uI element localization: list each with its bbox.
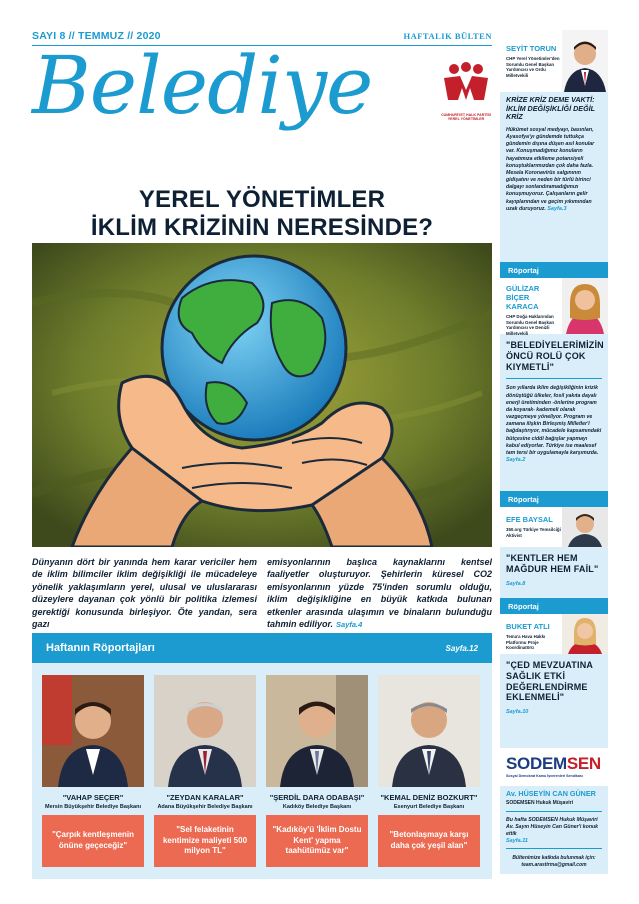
intro-col-2 bbox=[267, 556, 492, 630]
interview-quote: "Sel felaketinin kentimize maliyeti 500 milyon TL" bbox=[154, 815, 256, 867]
interview-card[interactable] bbox=[154, 675, 256, 867]
divider bbox=[506, 378, 602, 379]
interview-quote: "Çarpık kentleşmenin önüne geçeceğiz" bbox=[42, 815, 144, 867]
torun-body-text: Hükümet sosyal medyayı, basınları, Ayasofya'yı gündemde tuttukça gündemin dışına düşen asıl konular var. Konuşmadığımız konuların hayatımıza etkileme potansiyeli konuştuklarımızdan çok daha fazla. Mesela Koronavirüs salgınının gidişatını ve neden bir türlü birinci dalgayı sonlandıramadığımızı konuşmuyoruz. Çalışanların gelir kayıplarından ve geçim yıkımından uzak duruyoruz. bbox=[506, 126, 595, 212]
karaca-body-text: Son yıllarda iklim değişikliğinin krizik dönüştüğü ülkeler, fosil yakıta dayalı enerji üretiminden -önlerine program da koyarak- kademeli olarak vazgeçmeye yöneliyor. Program ve zamana ilişkin Birleşmiş Milletler'i bağdaştırıyor, mücadele kapsamındaki bütçesine ciddi bağışlar yapmayı kabul ediyorlar. Türkiye ise maalesef tam tersi bir uygulamayla karşımızda. bbox=[506, 385, 602, 456]
contact-text[interactable]: Bültenimize katkıda bulunmak için: team.arastirma@gmail.com bbox=[512, 855, 596, 868]
interview-quote: "Betonlaşmaya karşı daha çok yeşil alan" bbox=[378, 815, 480, 867]
hero-image bbox=[32, 243, 492, 547]
torun-body bbox=[506, 127, 602, 213]
globe-in-hands-icon bbox=[32, 243, 492, 547]
avatar bbox=[562, 614, 608, 654]
sodemsen-subtitle: Sosyal Demokrat Kamu İşverenleri Sendikası bbox=[506, 774, 583, 778]
headline-line-2: İKLİM KRİZİNİN NERESİNDE? bbox=[90, 214, 434, 242]
avatar bbox=[378, 675, 480, 787]
headline bbox=[32, 186, 492, 243]
karaca-header bbox=[500, 278, 608, 334]
atli-name: BUKET ATLI bbox=[506, 622, 550, 631]
karaca-block bbox=[500, 262, 608, 465]
avatar bbox=[562, 278, 608, 334]
atli-role: Tema'a Hava Hakkı Platformu Proje Koordinatörü bbox=[506, 634, 546, 650]
interview-role: Kadıköy Belediye Başkanı bbox=[282, 804, 352, 810]
headline-line-1: YEREL YÖNETİMLER bbox=[138, 186, 386, 213]
interview-name: "ŞERDİL DARA ODABAŞI" bbox=[269, 793, 365, 802]
guner-page-link[interactable]: Sayfa.11 bbox=[506, 838, 528, 845]
guner-body bbox=[506, 817, 602, 846]
interview-name: "ZEYDAN KARALAR" bbox=[166, 793, 244, 802]
atli-info bbox=[506, 622, 564, 651]
baysal-quote: "KENTLER HEM MAĞDUR HEM FAİL" bbox=[506, 553, 599, 574]
baysal-article bbox=[500, 547, 608, 587]
avatar bbox=[42, 675, 144, 787]
interviews-page-link[interactable]: Sayfa.12 bbox=[445, 643, 478, 653]
sodemsen-logo-a: SODEM bbox=[506, 754, 567, 773]
torun-role: CHP Yerel Yönetimler'den Sorumlu Genel Başkan Yardımcısı ve Ordu Milletvekili bbox=[506, 56, 560, 78]
union-article bbox=[500, 790, 608, 846]
interview-name: "KEMAL DENİZ BOZKURT" bbox=[380, 793, 478, 802]
intro-col-1: Dünyanın dört bir yanında hem karar vericiler hem de iklim bilimciler iklim değişikliği ile mücadeleye yönelik yaklaşımların yerel, ulusal ve uluslararası düzeylere dayanan çok yönlü bir politika izlemesi gerektiği konusunda birleşiyor. Öte yandan, sera gazı bbox=[32, 557, 257, 630]
atli-block bbox=[500, 598, 608, 715]
party-caption: CUMHURİYET HALK PARTİSİ YEREL YÖNETİMLER bbox=[441, 113, 491, 122]
party-emblem-icon bbox=[440, 60, 492, 104]
interviews-header bbox=[32, 633, 492, 663]
interview-name: "VAHAP SEÇER" bbox=[62, 793, 124, 802]
guner-body-text: Bu hafta SODEMSEN Hukuk Müşaviri Av. Sayın Hüseyin Can Güner'i konuk ettik bbox=[506, 816, 599, 838]
sidebar bbox=[500, 30, 608, 874]
avatar bbox=[266, 675, 368, 787]
interview-tag: Röportaj bbox=[500, 598, 608, 614]
interview-quote: "Kadıköy'ü 'İklim Dostu Kent' yapma taahütümüz var" bbox=[266, 815, 368, 867]
karaca-quote: "BELEDİYELERİMİZİN ÖNCÜ ROLÜ ÇOK KIYMETLİ" bbox=[506, 340, 604, 372]
divider bbox=[506, 848, 602, 849]
interview-tag: Röportaj bbox=[500, 262, 608, 278]
divider bbox=[506, 811, 602, 812]
atli-header bbox=[500, 614, 608, 654]
torun-page-link[interactable]: Sayfa.3 bbox=[547, 205, 567, 212]
baysal-role: 350.org Türkiye Temsilciği Aktivist bbox=[506, 527, 561, 538]
baysal-info bbox=[506, 515, 564, 538]
interview-card[interactable] bbox=[42, 675, 144, 867]
torun-name: SEYİT TORUN bbox=[506, 44, 557, 53]
karaca-page-link[interactable]: Sayfa.2 bbox=[506, 457, 526, 464]
masthead bbox=[32, 39, 492, 146]
party-logo bbox=[440, 60, 492, 124]
sodemsen-logo-b: SEN bbox=[566, 754, 601, 773]
atli-page-link[interactable]: Sayfa.10 bbox=[506, 709, 529, 716]
sodemsen-logo bbox=[506, 754, 602, 774]
interview-role: Adana Büyükşehir Belediye Başkanı bbox=[157, 804, 253, 810]
baysal-block bbox=[500, 491, 608, 587]
karaca-name: GÜLİZAR BİÇER KARACA bbox=[506, 284, 540, 311]
karaca-role: CHP Doğa Haklarından Sorumlu Genel Başkan Yardımcısı ve Denizli Milletvekili bbox=[506, 314, 555, 336]
intro-page-link[interactable]: Sayfa.4 bbox=[336, 620, 363, 630]
union-logo bbox=[500, 748, 608, 786]
interview-card[interactable] bbox=[378, 675, 480, 867]
masthead-logo: Belediye bbox=[32, 39, 373, 132]
intro-text bbox=[32, 556, 492, 630]
interviews-title: Haftanın Röportajları bbox=[46, 642, 155, 654]
interview-cards bbox=[42, 675, 482, 867]
contact-block bbox=[500, 848, 608, 869]
torun-article bbox=[500, 96, 608, 213]
karaca-body bbox=[506, 385, 602, 464]
avatar bbox=[154, 675, 256, 787]
atli-quote: "ÇED MEVZUATINA SAĞLIK ETKİ DEĞERLENDİRME EKLENMELİ" bbox=[506, 660, 593, 703]
karaca-info bbox=[506, 284, 562, 336]
baysal-page-link[interactable]: Sayfa.8 bbox=[506, 580, 526, 587]
interview-role: Esenyurt Belediye Başkanı bbox=[393, 804, 465, 810]
avatar bbox=[562, 30, 608, 92]
torun-header bbox=[500, 30, 608, 92]
atli-article bbox=[500, 654, 608, 715]
guner-name: Av. HÜSEYİN CAN GÜNER bbox=[506, 789, 596, 798]
torun-info bbox=[506, 44, 564, 78]
weekly-label: HAFTALIK BÜLTEN bbox=[403, 31, 492, 41]
avatar bbox=[562, 507, 608, 547]
intro-col-2-text: emisyonlarının başlıca kaynaklarını kentsel faaliyetler oluşturuyor. Şehirlerin küresel CO2 emisyonlarının yüzde 75'inden sorumlu olduğu, iklim değişikliğine en büyük katkıda bulunan etkenler arasında ulaşımın ve binaların bulunduğu tahmin ediliyor. bbox=[267, 557, 492, 630]
baysal-name: EFE BAYSAL bbox=[506, 515, 553, 524]
issue-info: SAYI 8 // TEMMUZ // 2020 bbox=[32, 30, 161, 42]
interview-tag: Röportaj bbox=[500, 491, 608, 507]
interview-role: Mersin Büyükşehir Belediye Başkanı bbox=[45, 804, 141, 810]
main-column bbox=[32, 30, 492, 243]
interview-card[interactable] bbox=[266, 675, 368, 867]
karaca-article bbox=[500, 334, 608, 465]
guner-role: SODEMSEN Hukuk Müşaviri bbox=[506, 799, 573, 806]
baysal-header bbox=[500, 507, 608, 547]
interviews-section bbox=[32, 633, 492, 879]
torun-title: KRİZE KRİZ DEME VAKTİ: İKLİM DEĞİŞİKLİĞİ DEĞİL KRİZ bbox=[506, 95, 595, 122]
